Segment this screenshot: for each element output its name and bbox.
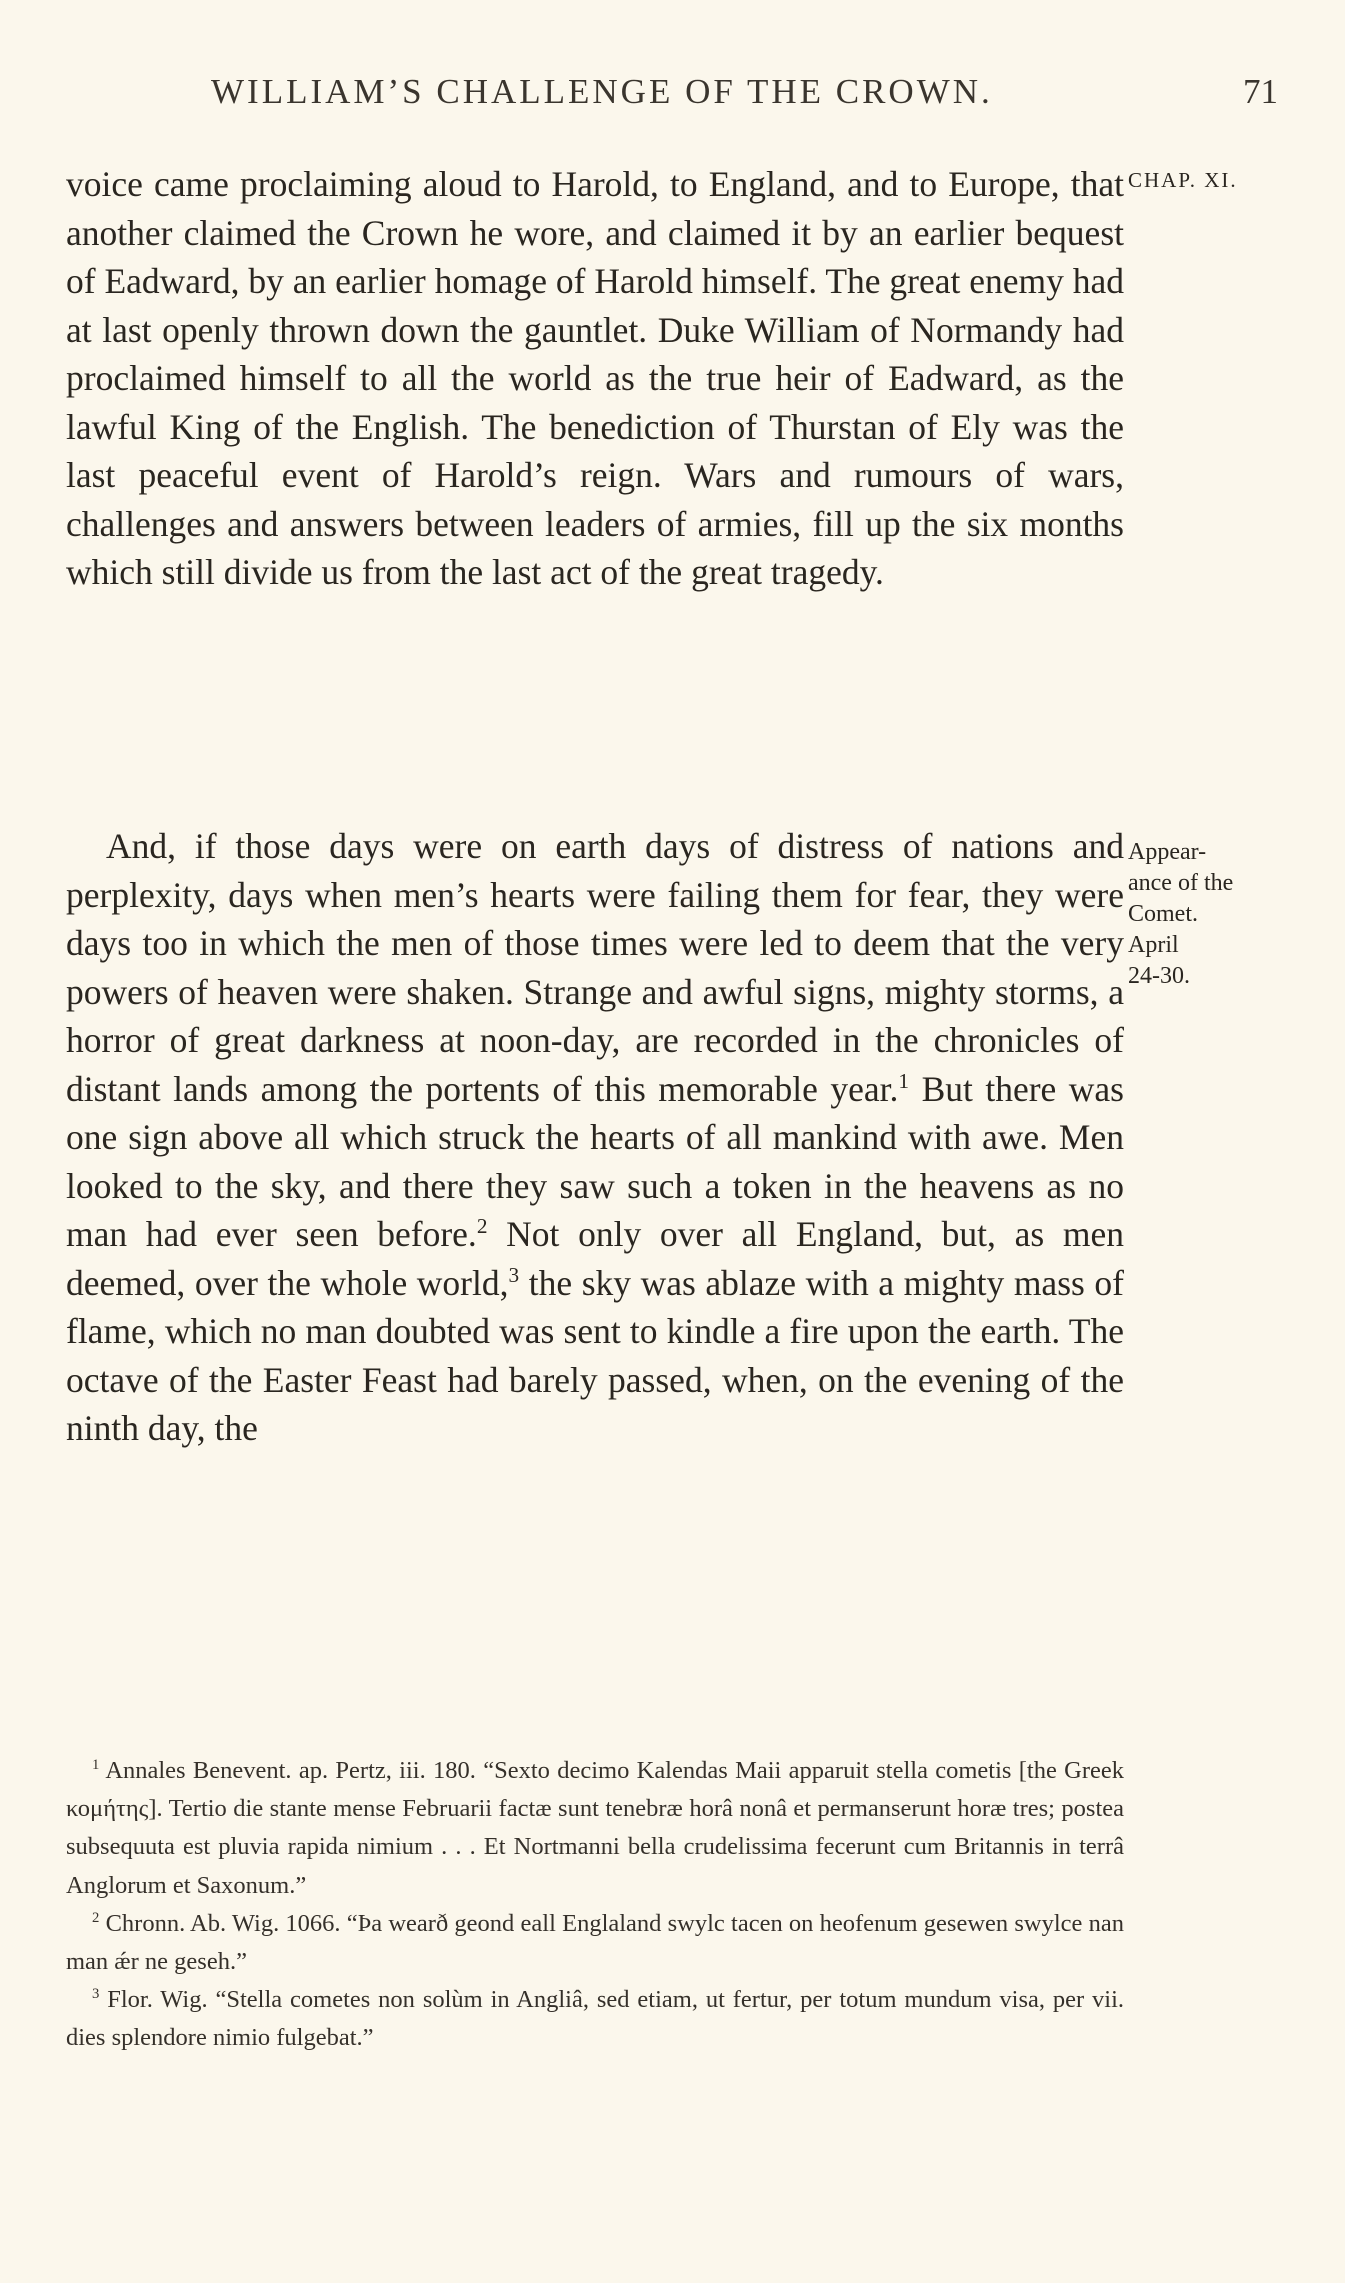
- footnote: [66, 1752, 1124, 1905]
- footnote-text: Flor. Wig. “Stella cometes non solùm in Angliâ, sed etiam, ut fertur, per totum mundum visa, per vii. dies splendore nimio fulgebat.”: [66, 1986, 1125, 2052]
- footnote-marker: 2: [92, 1909, 100, 1926]
- footnotes: [66, 1752, 1124, 2058]
- body-text: [66, 160, 1124, 1453]
- side-note-line: ance of the: [1128, 870, 1234, 896]
- footnote-ref: 2: [476, 1214, 488, 1239]
- side-note-line: Comet.: [1128, 901, 1198, 927]
- paragraph-segment: But there was one sign above all which struck the hearts of all mankind with awe. Men looked to the sky, and there they saw such a token in the heavens as no man had ever seen before.: [66, 1068, 1124, 1254]
- side-note-line: April: [1128, 932, 1179, 958]
- footnote-ref: 1: [898, 1068, 910, 1093]
- paragraph: [66, 822, 1124, 1453]
- running-head: WILLIAM’S CHALLENGE OF THE CROWN.: [211, 72, 993, 111]
- side-note-line: Appear-: [1128, 839, 1207, 865]
- footnote-marker: 3: [92, 1986, 100, 2003]
- page-number: 71: [1243, 72, 1278, 111]
- footnote: [66, 1905, 1124, 1981]
- footnote: [66, 1981, 1124, 2057]
- paragraph-segment: Not only over all England, but, as men deemed, over the whole world,: [66, 1214, 1124, 1303]
- footnote-ref: 3: [508, 1262, 520, 1287]
- paragraph: voice came proclaiming aloud to Harold, to England, and to Europe, that another claimed the Crown he wore, and claimed it by an earlier bequest of Eadward, by an earlier homage of Harold himself. The great enemy had at last openly thrown down the gauntlet. Duke William of Normandy had proclaimed himself to all the world as the true heir of Eadward, as the lawful King of the English. The benediction of Thurstan of Ely was the last peaceful event of Harold’s reign. Wars and rumours of wars, challenges and answers between leaders of armies, fill up the six months which still divide us from the last act of the great tragedy.: [66, 164, 1125, 592]
- chapter-marginal-note: CHAP. XI.: [1128, 168, 1238, 192]
- side-note-line: 24-30.: [1128, 963, 1190, 989]
- footnote-text: Chronn. Ab. Wig. 1066. “Þa wearð geond eall Englaland swylc tacen on heofenum gesewen swylce nan man ǽr ne geseh.”: [66, 1909, 1124, 1976]
- paragraph-segment: And, if those days were on earth days of distress of nations and perplexity, days when men’s hearts were failing them for fear, they were days too in which the men of those times were led to deem that the very powers of heaven were shaken. Strange and awful signs, mighty storms, a horror of great darkness at noon-day, are recorded in the chronicles of distant lands among the portents of this memorable year.: [66, 826, 1124, 1109]
- footnote-marker: 1: [92, 1756, 100, 1773]
- page-header: [66, 72, 1278, 128]
- footnote-text: Annales Benevent. ap. Pertz, iii. 180. “Sexto decimo Kalendas Maii apparuit stella cometis [the Greek κομήτης]. Tertio die stante mense Februarii factæ sunt tenebræ horâ nonâ et permanserunt horæ tres; postea subsequuta est pluvia rapida nimium . . . Et Nortmanni bella crudelissima fecerunt cum Britannis in terrâ Anglorum et Saxonum.”: [66, 1757, 1125, 1899]
- side-note: [1128, 837, 1233, 992]
- paragraph-segment: the sky was ablaze with a mighty mass of flame, which no man doubted was sent to kindle a fire upon the earth. The octave of the Easter Feast had barely passed, when, on the evening of the ninth day, the: [66, 1262, 1124, 1448]
